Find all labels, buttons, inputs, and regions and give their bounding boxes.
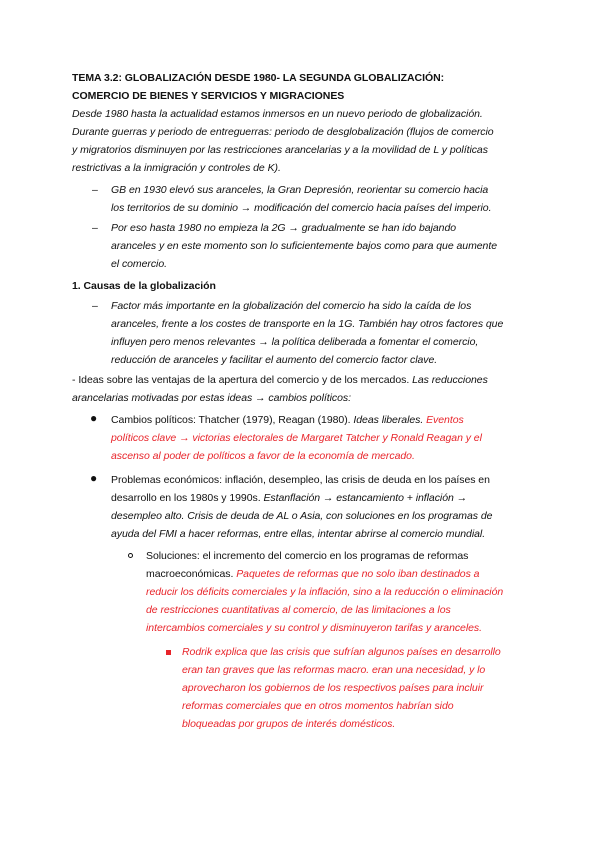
bullet-line: [111, 414, 464, 427]
intro-line: restrictivas a la inmigración y controles de K).: [72, 162, 281, 174]
disc-bullet: ●: [90, 411, 98, 425]
dash-bullet: –: [92, 300, 98, 312]
bullet-line-red: políticos clave → victorias electorales de Margaret Tatcher y Ronald Reagan y el: [111, 432, 482, 444]
square-bullet-line: reformas comerciales que en otros momentos habrían sido: [182, 700, 454, 712]
list-item-line: GB en 1930 elevó sus aranceles, la Gran Depresión, reorientar su comercio hacia: [111, 184, 489, 196]
circle-bullet: [128, 553, 133, 558]
square-bullet: [166, 650, 171, 655]
bullet-line: Problemas económicos: inflación, desempleo, las crisis de deuda en los países en: [111, 474, 490, 486]
square-bullet-line: bloqueadas por grupos de interés domésticos.: [182, 718, 396, 730]
document-title-line-1: TEMA 3.2: GLOBALIZACIÓN DESDE 1980- LA SEGUNDA GLOBALIZACIÓN:: [72, 72, 445, 84]
sub-bullet-line: [146, 568, 479, 581]
list-item-line: aranceles, frente a los costes de transporte en la 1G. También hay otros factores que: [111, 318, 504, 330]
square-bullet-line: eran tan graves que las reformas macro. eran una necesidad, y lo: [182, 664, 486, 676]
sub-bullet-line-red: intercambios comerciales y su control y disminuyeron tarifas y aranceles.: [146, 622, 482, 634]
intro-line: Desde 1980 hasta la actualidad estamos inmersos en un nuevo periodo de globalización.: [72, 108, 483, 120]
bullet-line: ayuda del FMI a hacer reformas, entre ellas, intentar abrirse al comercio mundial.: [111, 528, 486, 540]
ideas-text-italic: Las reducciones: [409, 374, 488, 386]
square-bullet-line: aprovecharon los gobiernos de los respectivos países para incluir: [182, 682, 484, 694]
bullet-line-red: ascenso al poder de políticos a favor de la economía de mercado.: [111, 450, 415, 462]
bullet-line: [111, 492, 467, 505]
list-item-line: Por eso hasta 1980 no empieza la 2G → gradualmente se han ido bajando: [111, 222, 457, 234]
section-heading: 1. Causas de la globalización: [72, 280, 216, 292]
sub-bullet-line-red: reducir los déficits comerciales y la inflación, sino a la reducción o eliminación: [146, 586, 504, 598]
bullet-text: desarrollo en los 1980s y 1990s.: [111, 492, 261, 504]
disc-bullet: ●: [90, 471, 98, 485]
square-bullet-line: Rodrik explica que las crisis que sufrían algunos países en desarrollo: [182, 646, 501, 658]
bullet-line: desempleo alto. Crisis de deuda de AL o Asia, con soluciones en los programas de: [111, 510, 493, 522]
list-item-line: influyen pero menos relevantes → la política deliberada a fomentar el comercio,: [111, 336, 479, 348]
dash-bullet: –: [92, 222, 98, 234]
list-item-line: Factor más importante en la globalización del comercio ha sido la caída de los: [111, 300, 472, 312]
sub-bullet-text: macroeconómicas.: [146, 568, 234, 580]
dash-bullet: –: [92, 184, 98, 196]
ideas-line: [72, 374, 488, 387]
ideas-line: arancelarias motivadas por estas ideas → cambios políticos:: [72, 392, 351, 404]
intro-line: Durante guerras y periodo de entreguerras: periodo de desglobalización (flujos de comercio: [72, 126, 494, 138]
sub-bullet-line: Soluciones: el incremento del comercio en los programas de reformas: [146, 550, 469, 562]
list-item-line: aranceles y en este momento son lo suficientemente bajos como para que aumente: [111, 240, 497, 252]
list-item-line: los territorios de su dominio → modificación del comercio hacia países del imperio.: [111, 202, 492, 214]
bullet-text-italic: Estanflación → estancamiento + inflación →: [260, 492, 468, 504]
sub-bullet-line-red: de restricciones cuantitativas al comercio, de las limitaciones a los: [146, 604, 451, 616]
bullet-text-italic: Ideas liberales.: [350, 414, 424, 426]
list-item-line: reducción de aranceles y facilitar el aumento del comercio factor clave.: [111, 354, 438, 366]
ideas-text: - Ideas sobre las ventajas de la apertura del comercio y de los mercados.: [72, 374, 410, 386]
intro-line: y migratorios disminuyen por las restricciones arancelarias y a la movilidad de L y políticas: [72, 144, 488, 156]
bullet-text-red: Eventos: [423, 414, 464, 426]
document-title-line-2: COMERCIO DE BIENES Y SERVICIOS Y MIGRACIONES: [72, 90, 345, 102]
sub-bullet-text-red: Paquetes de reformas que no solo iban destinados a: [233, 568, 480, 580]
list-item-line: el comercio.: [111, 258, 168, 270]
bullet-text: Cambios políticos: Thatcher (1979), Reagan (1980).: [111, 414, 351, 426]
